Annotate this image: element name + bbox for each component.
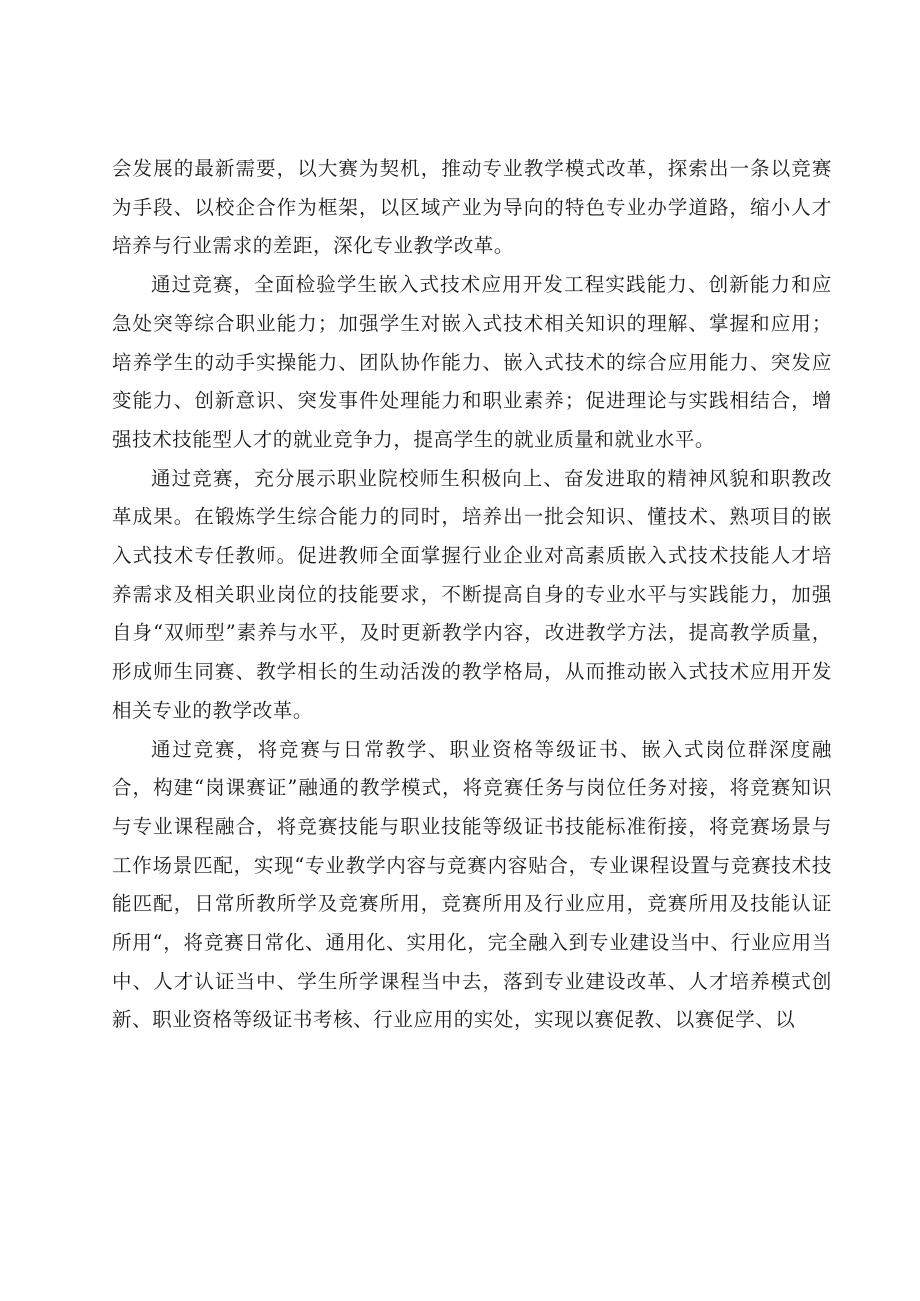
paragraph-1: 会发展的最新需要，以大赛为契机，推动专业教学模式改革，探索出一条以竞赛为手段、以校企合作为框架，以区域产业为导向的特色专业办学道路，缩小人才培养与行业需求的差距，深化专业教学改革。 bbox=[112, 157, 832, 258]
body-text bbox=[112, 150, 832, 1040]
paragraph-2: 通过竞赛，全面检验学生嵌入式技术应用开发工程实践能力、创新能力和应急处突等综合职业能力；加强学生对嵌入式技术相关知识的理解、掌握和应用；培养学生的动手实操能力、团队协作能力、嵌入式技术的综合应用能力、突发应变能力、创新意识、突发事件处理能力和职业素养；促进理论与实践相结合，增强技术技能型人才的就业竞争力，提高学生的就业质量和就业水平。 bbox=[112, 273, 832, 451]
paragraph-4: 通过竞赛，将竞赛与日常教学、职业资格等级证书、嵌入式岗位群深度融合，构建“岗课赛证”融通的教学模式，将竞赛任务与岗位任务对接，将竞赛知识与专业课程融合，将竞赛技能与职业技能等级证书技能标准衔接，将竞赛场景与工作场景匹配，实现“专业教学内容与竞赛内容贴合，专业课程设置与竞赛技术技能匹配，日常所教所学及竞赛所用，竞赛所用及行业应用，竞赛所用及技能认证所用“，将竞赛日常化、通用化、实用化，完全融入到专业建设当中、行业应用当中、人才认证当中、学生所学课程当中去，落到专业建设改革、人才培养模式创新、职业资格等级证书考核、行业应用的实处，实现以赛促教、以赛促学、以 bbox=[112, 737, 832, 1032]
paragraph-3: 通过竞赛，充分展示职业院校师生积极向上、奋发进取的精神风貌和职教改革成果。在锻炼学生综合能力的同时，培养出一批会知识、懂技术、熟项目的嵌入式技术专任教师。促进教师全面掌握行业企业对高素质嵌入式技术技能人才培养需求及相关职业岗位的技能要求，不断提高自身的专业水平与实践能力，加强自身“双师型”素养与水平，及时更新教学内容，改进教学方法，提高教学质量，形成师生同赛、教学相长的生动活泼的教学格局，从而推动嵌入式技术应用开发相关专业的教学改革。 bbox=[112, 466, 832, 722]
